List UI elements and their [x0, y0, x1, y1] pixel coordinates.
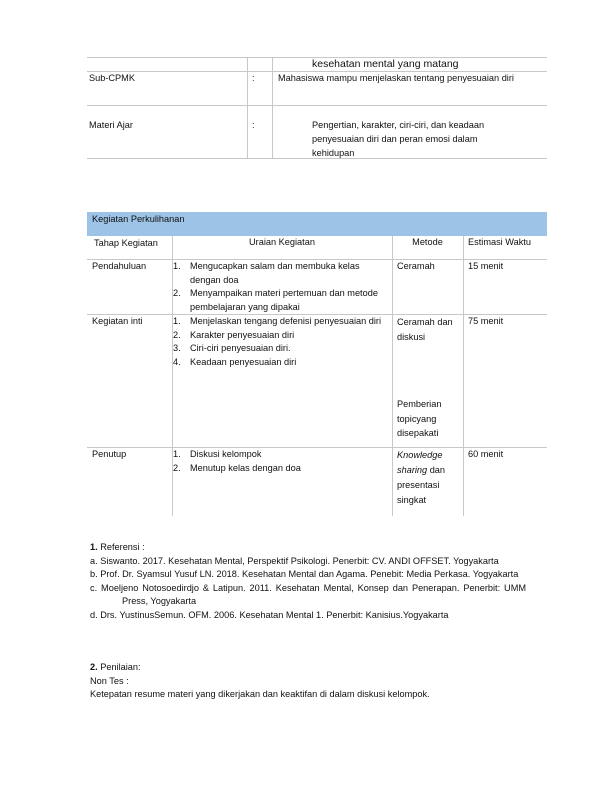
references-section	[90, 541, 526, 623]
reference-item: b. Prof. Dr. Syamsul Yusuf LN. 2018. Kesehatan Mental dan Agama. Penebit: Media Perkasa. Yogyakarta	[90, 569, 519, 580]
activity-list	[173, 448, 385, 475]
list-item: 3. Ciri-ciri penyesuaian diri.	[173, 343, 291, 353]
header-uraian: Uraian Kegiatan	[249, 237, 315, 247]
method: Ceramah dan diskusi	[397, 317, 453, 342]
assessment-heading: 2. Penilaian:	[90, 662, 141, 672]
reference-item: a. Siswanto. 2017. Kesehatan Mental, Perspektif Psikologi. Penerbit: CV. ANDI OFFSET. Yogyakarta	[90, 555, 499, 566]
time: 75 menit	[468, 316, 504, 326]
list-item: 2. Menyampaikan materi pertemuan dan metode pembelajaran yang dipakai	[173, 288, 378, 312]
time: 60 menit	[468, 449, 504, 459]
reference-item: d. Drs. YustinusSemun. OFM. 2006. Kesehatan Mental 1. Penerbit: Kanisius.Yogyakarta	[90, 609, 449, 620]
time: 15 menit	[468, 261, 504, 271]
list-item: 1. Diskusi kelompok	[173, 449, 262, 459]
header-tahap: Tahap Kegiatan	[94, 238, 158, 248]
materi-ajar-label: Materi Ajar	[89, 120, 133, 130]
stage: Pendahuluan	[92, 261, 147, 271]
stage: Penutup	[92, 449, 127, 459]
list-item: 1. Menjelaskan tengang defenisi penyesuaian diri	[173, 316, 382, 326]
assessment-text: Ketepatan resume materi yang dikerjakan dan keaktifan di dalam diskusi kelompok.	[90, 689, 430, 700]
header-estimasi: Estimasi Waktu	[468, 237, 531, 247]
stage: Kegiatan inti	[92, 316, 143, 326]
table-title: Kegiatan Perkulihanan	[92, 214, 185, 224]
row0-value: kesehatan mental yang matang	[312, 58, 459, 70]
method-note: Pemberian topicyang disepakati	[397, 399, 442, 438]
sub-cpmk-value: Mahasiswa mampu menjelaskan tentang penyesuaian diri	[278, 73, 514, 83]
list-item: 2. Karakter penyesuaian diri	[173, 329, 295, 340]
header-metode: Metode	[412, 237, 443, 247]
separator: :	[252, 120, 255, 130]
sub-cpmk-label: Sub-CPMK	[89, 73, 135, 83]
method: Ceramah	[397, 261, 435, 271]
assessment-section	[90, 661, 526, 702]
separator: :	[252, 73, 255, 83]
method: Knowledge sharing dan presentasi singkat	[397, 450, 446, 505]
activity-list	[173, 260, 383, 314]
activity-list	[173, 315, 385, 369]
list-item: 2. Menutup kelas dengan doa	[173, 462, 301, 473]
list-item: 1. Mengucapkan salam dan membuka kelas dengan doa	[173, 261, 360, 285]
references-heading: 1. Referensi :	[90, 542, 145, 552]
list-item: 4. Keadaan penyesuaian diri	[173, 356, 297, 367]
assessment-type: Non Tes :	[90, 675, 129, 686]
reference-item: c. Moeljeno Notosoedirdjo & Latipun. 2011. Kesehatan Mental, Konsep dan Penerapan. Penerbit: UMM Press, Yogyakarta	[90, 582, 526, 607]
materi-ajar-value: Pengertian, karakter, ciri-ciri, dan keadaan penyesuaian diri dan peran emosi dalam kehidupan	[312, 120, 485, 158]
